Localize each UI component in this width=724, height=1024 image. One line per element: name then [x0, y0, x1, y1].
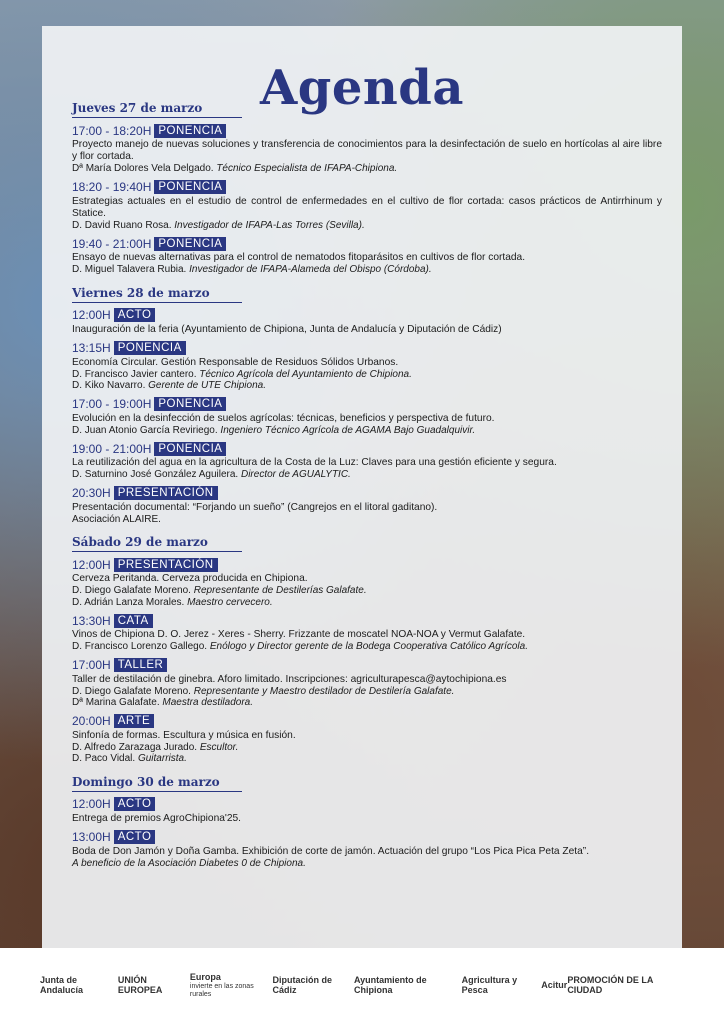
agenda-event [72, 830, 662, 870]
event-speaker [72, 742, 662, 754]
page-title: Agenda [260, 60, 464, 116]
sponsor-logo [567, 976, 684, 996]
speaker-name: D. Alfredo Zarazaga Jurado. [72, 741, 200, 753]
event-speaker [72, 585, 662, 597]
speaker-role: Representante de Destilerías Galafate. [193, 585, 367, 596]
event-time: 20:00H [72, 714, 111, 728]
day-label: Viernes 28 de marzo [72, 286, 242, 303]
event-type-badge: PRESENTACIÓN [114, 558, 218, 572]
event-speaker [72, 220, 662, 232]
event-header [72, 123, 662, 138]
sponsor-logo [190, 973, 273, 999]
agenda-event [72, 797, 662, 825]
speaker-name: D. Francisco Lorenzo Gallego. [72, 641, 210, 652]
speaker-role: Gerente de UTE Chipiona. [148, 380, 266, 391]
event-description: Proyecto manejo de nuevas soluciones y transferencia de conocimientos para la desinfectación de suelo en hortícolas al aire libre y flor cortada. [72, 139, 662, 162]
speaker-role: Técnico Especialista de IFAPA-Chipiona. [216, 163, 398, 174]
event-header [72, 236, 662, 251]
speaker-role: A beneficio de la Asociación Diabetes 0 de Chipiona. [72, 857, 306, 869]
day-spacer [72, 765, 662, 771]
event-speaker [72, 641, 662, 653]
agenda-event [72, 180, 662, 232]
speaker-role: Investigador de IFAPA-Alameda del Obispo (Córdoba). [189, 264, 432, 275]
day-label: Domingo 30 de marzo [72, 775, 242, 792]
event-speaker [72, 264, 662, 276]
event-time: 12:00H [72, 797, 111, 811]
event-speaker [72, 425, 662, 437]
event-type-badge: ACTO [114, 830, 156, 844]
event-speaker [72, 686, 662, 698]
event-time: 17:00 - 18:20H [72, 123, 152, 138]
speaker-name: Dª María Dolores Vela Delgado. [72, 163, 217, 174]
speaker-role: Maestra destiladora. [162, 697, 254, 708]
event-time: 13:00H [72, 830, 111, 844]
speaker-role: Enólogo y Director gerente de la Bodega Cooperativa Católico Agrícola. [209, 641, 528, 652]
event-header [72, 441, 662, 456]
event-time: 12:00H [72, 308, 111, 322]
event-time: 12:00H [72, 557, 111, 572]
event-time: 13:30H [72, 613, 111, 628]
event-time: 18:20 - 19:40H [72, 180, 152, 194]
event-time: 13:15H [72, 341, 111, 355]
event-speaker [72, 380, 662, 392]
event-description: Economía Circular. Gestión Responsable de Residuos Sólidos Urbanos. [72, 356, 399, 368]
event-description: Taller de destilación de ginebra. Aforo limitado. Inscripciones: agriculturapesca@aytochipiona.es [72, 673, 507, 685]
event-description: Evolución en la desinfección de suelos agrícolas: técnicas, beneficios y perspectiva de futuro. [72, 412, 495, 424]
event-type-badge: PONENCIA [154, 397, 226, 411]
event-speaker [72, 697, 662, 709]
agenda-event [72, 613, 662, 653]
event-header [72, 797, 662, 812]
sponsor-logo-text: PROMOCIÓN DE LA CIUDAD [567, 975, 653, 995]
speaker-name: D. Kiko Navarro. [72, 380, 149, 391]
event-time: 19:00 - 21:00H [72, 441, 152, 456]
agenda-event [72, 486, 662, 526]
sponsor-logo-text: Ayuntamiento de Chipiona [353, 975, 427, 995]
agenda-event [72, 236, 662, 276]
sponsor-logo [354, 976, 462, 996]
event-description: Inauguración de la feria (Ayuntamiento de Chipiona, Junta de Andalucía y Diputación de Cádiz) [72, 323, 502, 335]
sponsor-logo [272, 976, 354, 996]
speaker-name: D. Francisco Javier cantero. [72, 368, 200, 380]
event-description: Vinos de Chipiona D. O. Jerez - Xeres - Sherry. Frizzante de moscatel NOA-NOA y Vermut Galafate. [72, 629, 526, 640]
event-time: 20:30H [72, 486, 111, 500]
event-header [72, 180, 662, 195]
event-description: Cerveza Peritanda. Cerveza producida en Chipiona. [72, 573, 308, 584]
event-header [72, 830, 662, 845]
event-speaker [72, 514, 662, 526]
event-time: 17:00 - 19:00H [72, 397, 152, 411]
event-description: Sinfonía de formas. Escultura y música en fusión. [72, 729, 296, 741]
speaker-name: D. Miguel Talavera Rubia. [72, 264, 190, 275]
agenda-event [72, 308, 662, 336]
speaker-name: Dª Marina Galafate. [72, 697, 163, 708]
sponsor-logo-text: Diputación de Cádiz [272, 975, 332, 995]
agenda-event [72, 557, 662, 608]
event-type-badge: TALLER [114, 658, 168, 672]
event-type-badge: CATA [114, 614, 153, 628]
speaker-name: D. Diego Galafate Moreno. [72, 685, 194, 697]
agenda-event [72, 441, 662, 481]
sponsor-logo-text: Europa invierte en las zonas rurales [189, 972, 254, 998]
speaker-role: Escultor. [199, 741, 239, 753]
day-header [72, 286, 242, 303]
event-type-badge: PONENCIA [154, 442, 226, 456]
event-speaker [72, 469, 662, 481]
day-label: Sábado 29 de marzo [72, 535, 242, 552]
sponsor-logo [40, 976, 118, 996]
event-header [72, 658, 662, 673]
event-description: Estrategias actuales en el estudio de control de enfermedades en el cultivo de flor cortada: casos prácticos de Antirrhinum y Statice. [72, 195, 662, 219]
event-speaker [72, 753, 662, 765]
event-type-badge: ACTO [114, 308, 156, 322]
event-time: 17:00H [72, 658, 111, 672]
event-type-badge: PRESENTACIÓN [114, 486, 218, 500]
event-header [72, 557, 662, 572]
event-type-badge: PONENCIA [114, 341, 186, 355]
event-header [72, 341, 662, 356]
sponsor-logo [118, 976, 190, 996]
sponsor-logo [541, 981, 567, 991]
day-label: Jueves 27 de marzo [72, 101, 242, 118]
event-speaker [72, 858, 662, 870]
event-description: Ensayo de nuevas alternativas para el control de nematodos fitoparásitos en cultivos de flor cortada. [72, 252, 526, 263]
event-description: Presentación documental: “Forjando un sueño” (Cangrejos en el litoral gaditano). [72, 501, 438, 513]
agenda-event [72, 341, 662, 392]
event-type-badge: PONENCIA [154, 237, 226, 251]
speaker-name: D. Paco Vidal. [72, 753, 138, 764]
sponsor-logos [0, 948, 724, 1024]
agenda-event [72, 658, 662, 709]
speaker-role: Guitarrista. [137, 753, 187, 764]
event-type-badge: PONENCIA [154, 124, 226, 138]
speaker-role: Ingeniero Técnico Agrícola de AGAMA Bajo Guadalquivir. [220, 424, 476, 436]
event-description: La reutilización del agua en la agricultura de la Costa de la Luz: Claves para una gestión eficiente y segura. [72, 457, 557, 468]
day-spacer [72, 525, 662, 531]
event-description: Boda de Don Jamón y Doña Gamba. Exhibición de corte de jamón. Actuación del grupo “Los Pica Pica Peta Zeta”. [72, 845, 590, 857]
event-header [72, 486, 662, 501]
speaker-name: Asociación ALAIRE. [72, 513, 161, 525]
event-time: 19:40 - 21:00H [72, 236, 152, 251]
event-type-badge: PONENCIA [154, 180, 226, 194]
event-header [72, 714, 662, 729]
day-header [72, 535, 242, 552]
speaker-role: Maestro cervecero. [187, 596, 273, 608]
speaker-role: Director de AGUALYTIC. [240, 469, 351, 480]
day-spacer [72, 276, 662, 282]
day-header [72, 775, 242, 792]
speaker-name: D. Saturnino José González Aguilera. [72, 469, 241, 480]
sponsor-logo-text: Junta de Andalucía [40, 975, 84, 995]
event-speaker [72, 369, 662, 381]
agenda-list [72, 97, 662, 869]
speaker-role: Representante y Maestro destilador de Destilería Galafate. [193, 685, 455, 697]
event-type-badge: ARTE [114, 714, 154, 728]
event-type-badge: ACTO [114, 797, 156, 811]
speaker-name: D. Juan Atonio García Reviriego. [72, 424, 221, 436]
event-speaker [72, 163, 662, 175]
sponsor-logo [462, 976, 542, 996]
sponsor-logo-text: Acitur [541, 980, 568, 990]
event-speaker [72, 597, 662, 609]
event-header [72, 613, 662, 628]
event-header [72, 308, 662, 323]
speaker-name: D. Diego Galafate Moreno. [72, 585, 194, 596]
sponsor-logo-text: UNIÓN EUROPEA [117, 975, 163, 995]
sponsor-logo-text: Agricultura y Pesca [461, 975, 518, 995]
day-header [72, 101, 242, 118]
speaker-role: Investigador de IFAPA-Las Torres (Sevilla). [174, 219, 365, 231]
speaker-name: D. David Ruano Rosa. [72, 219, 175, 231]
speaker-role: Técnico Agrícola del Ayuntamiento de Chipiona. [199, 368, 412, 380]
event-description: Entrega de premios AgroChipiona'25. [72, 812, 242, 824]
speaker-name: D. Adrián Lanza Morales. [72, 596, 188, 608]
agenda-event [72, 123, 662, 175]
agenda-event [72, 397, 662, 437]
agenda-event [72, 714, 662, 765]
event-header [72, 397, 662, 412]
